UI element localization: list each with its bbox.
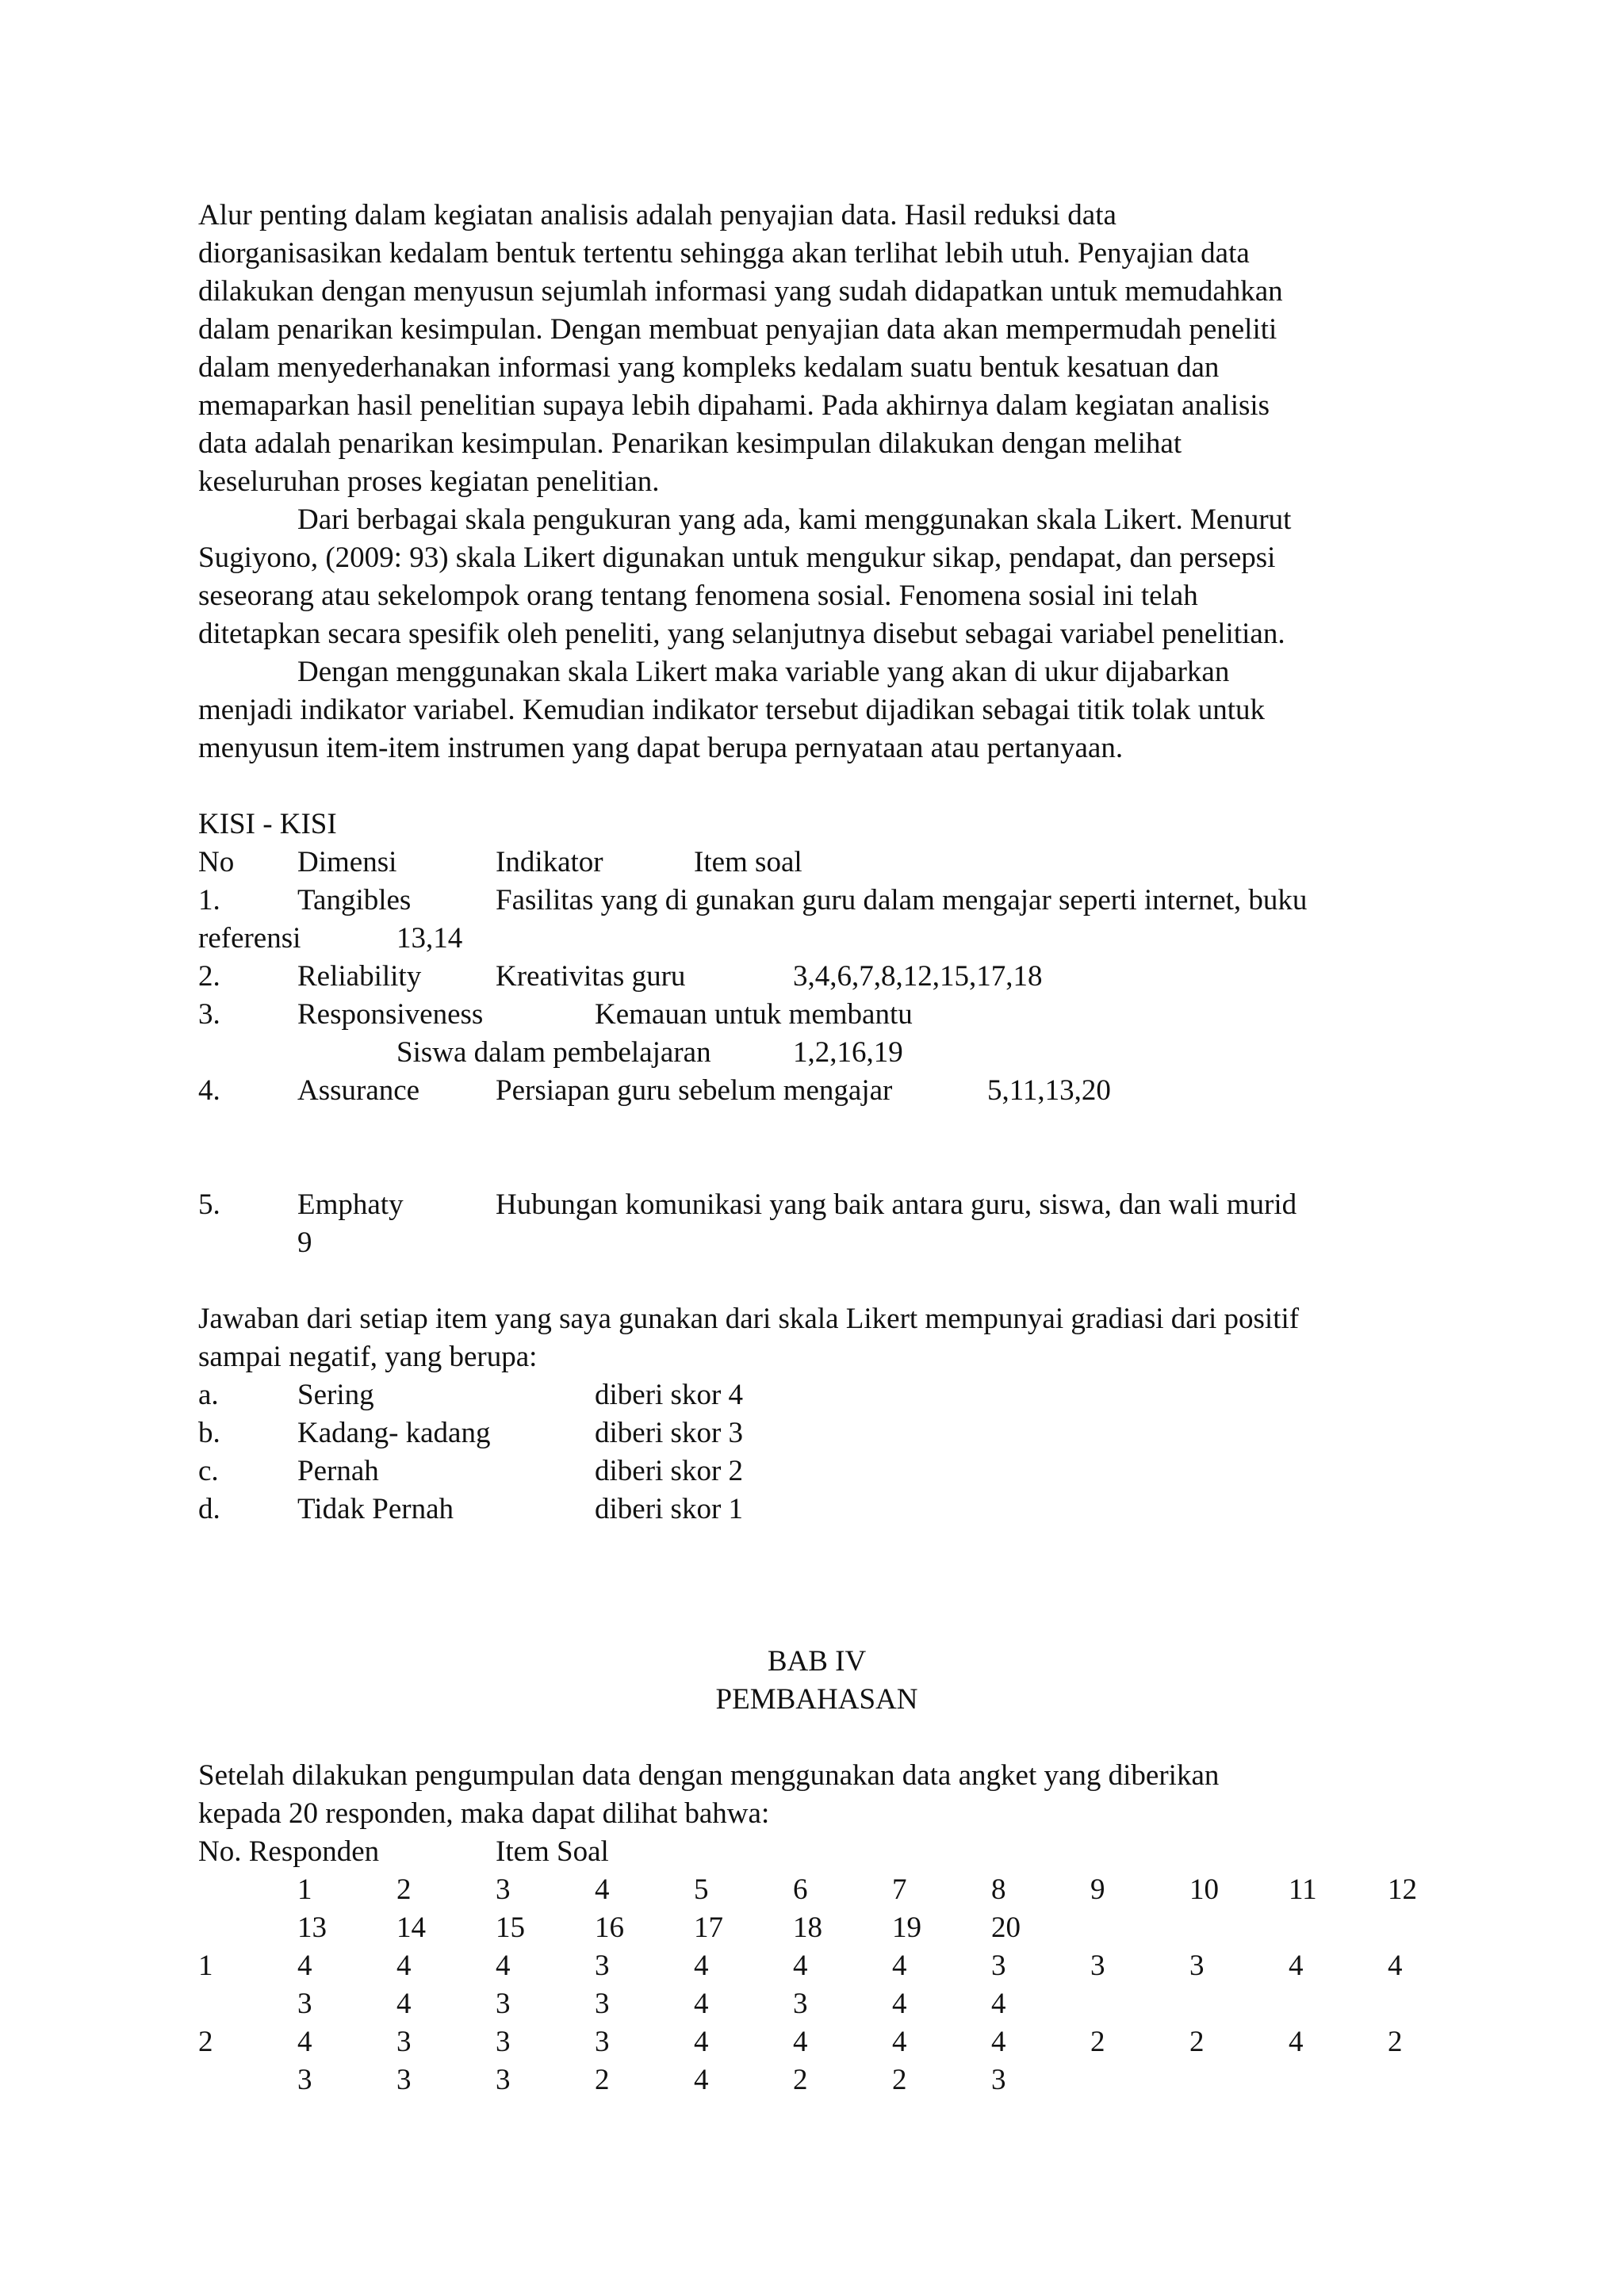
- header-no: No: [198, 846, 235, 878]
- kisi-row: [198, 882, 1435, 920]
- table-cell: 3: [991, 2064, 1006, 2096]
- option-letter: b.: [198, 1417, 220, 1449]
- table-cell: 4: [1388, 1950, 1403, 1982]
- table-cell: 1: [297, 1873, 312, 1906]
- text-line: menyusun item-item instrumen yang dapat berupa pernyataan atau pertanyaan.: [198, 732, 1124, 764]
- likert-option: [198, 1414, 1435, 1452]
- table-cell: 4: [297, 2026, 312, 2058]
- kisi-indikator: Kemauan untuk membantu: [595, 998, 913, 1031]
- table-cell: 2: [892, 2064, 907, 2096]
- header-item-soal: Item Soal: [496, 1835, 609, 1868]
- paragraph-responden: [198, 1757, 1435, 1833]
- paragraph-skala-likert: [198, 501, 1435, 653]
- likert-option: [198, 1452, 1435, 1490]
- text-line: dilakukan dengan menyusun sejumlah informasi yang sudah didapatkan untuk memudahkan: [198, 275, 1283, 308]
- option-letter: a.: [198, 1379, 219, 1411]
- table-cell: 3: [496, 2026, 511, 2058]
- option-label: Kadang- kadang: [297, 1417, 491, 1449]
- header-no-responden: No. Responden: [198, 1835, 380, 1868]
- option-score: diberi skor 3: [595, 1417, 744, 1449]
- table-cell: 4: [991, 2026, 1006, 2058]
- kisi-no: 2.: [198, 960, 220, 993]
- table-cell: 4: [595, 1873, 610, 1906]
- table-cell: 3: [496, 1873, 511, 1906]
- table-cell: 2: [396, 1873, 412, 1906]
- table-cell: 4: [496, 1950, 511, 1982]
- respondent-number: 2: [198, 2026, 213, 2058]
- option-score: diberi skor 4: [595, 1379, 744, 1411]
- respondent-table: [198, 1833, 1435, 2099]
- kisi-no: 1.: [198, 884, 220, 916]
- text-line: seseorang atau sekelompok orang tentang fenomena sosial. Fenomena sosial ini telah: [198, 580, 1198, 612]
- table-cell: 4: [793, 1950, 808, 1982]
- table-cell: 3: [396, 2064, 412, 2096]
- kisi-indikator-cont: Siswa dalam pembelajaran: [396, 1036, 711, 1069]
- table-cell: 4: [892, 1988, 907, 2020]
- likert-option: [198, 1490, 1435, 1529]
- table-row: [198, 2023, 1435, 2061]
- table-cell: 8: [991, 1873, 1006, 1906]
- paragraph-penyajian-data: [198, 197, 1435, 501]
- kisi-kisi-section: [198, 806, 1435, 1262]
- table-cell: 3: [297, 2064, 312, 2096]
- table-cell: 3: [595, 2026, 610, 2058]
- likert-section: [198, 1300, 1435, 1529]
- kisi-no: 5.: [198, 1188, 220, 1221]
- kisi-dimensi: Assurance: [297, 1074, 420, 1107]
- text-line: dalam menyederhanakan informasi yang kompleks kedalam suatu bentuk kesatuan dan: [198, 351, 1220, 384]
- table-cell: 4: [297, 1950, 312, 1982]
- header-item-soal: Item soal: [694, 846, 802, 878]
- table-cell: 3: [595, 1988, 610, 2020]
- kisi-items: 5,11,13,20: [987, 1074, 1111, 1107]
- text-line: Jawaban dari setiap item yang saya gunakan dari skala Likert mempunyai gradiasi dari positif: [198, 1303, 1300, 1335]
- kisi-row: [198, 1186, 1435, 1224]
- kisi-items: 13,14: [396, 922, 463, 955]
- kisi-items: 9: [297, 1226, 312, 1259]
- kisi-indikator-cont: referensi: [198, 922, 301, 955]
- table-cell: 13: [297, 1911, 327, 1944]
- header-dimensi: Dimensi: [297, 846, 397, 878]
- option-letter: c.: [198, 1455, 219, 1487]
- item-numbers-row: [198, 1871, 1435, 1909]
- table-cell: 17: [694, 1911, 723, 1944]
- text-line: dalam penarikan kesimpulan. Dengan membuat penyajian data akan mempermudah peneliti: [198, 313, 1277, 346]
- kisi-items: 1,2,16,19: [793, 1036, 903, 1069]
- kisi-dimensi: Tangibles: [297, 884, 412, 916]
- table-cell: 20: [991, 1911, 1021, 1944]
- text-line: kepada 20 responden, maka dapat dilihat bahwa:: [198, 1797, 770, 1830]
- table-cell: 4: [793, 2026, 808, 2058]
- option-label: Tidak Pernah: [297, 1493, 454, 1525]
- table-cell: 3: [1090, 1950, 1105, 1982]
- option-letter: d.: [198, 1493, 220, 1525]
- table-cell: 4: [694, 2026, 709, 2058]
- table-cell: 19: [892, 1911, 921, 1944]
- table-cell: 2: [793, 2064, 808, 2096]
- table-cell: 3: [1189, 1950, 1205, 1982]
- table-cell: 3: [793, 1988, 808, 2020]
- text-line: diorganisasikan kedalam bentuk tertentu sehingga akan terlihat lebih utuh. Penyajian data: [198, 237, 1250, 270]
- kisi-no: 4.: [198, 1074, 220, 1107]
- table-cell: 14: [396, 1911, 426, 1944]
- respondent-header-row: [198, 1833, 1435, 1871]
- table-cell: 4: [694, 1988, 709, 2020]
- table-row: [198, 1947, 1435, 1985]
- table-cell: 7: [892, 1873, 907, 1906]
- table-cell: 2: [1189, 2026, 1205, 2058]
- table-cell: 4: [396, 1950, 412, 1982]
- text-line: Sugiyono, (2009: 93) skala Likert digunakan untuk mengukur sikap, pendapat, dan persepsi: [198, 541, 1276, 574]
- option-score: diberi skor 1: [595, 1493, 744, 1525]
- table-cell: 4: [396, 1988, 412, 2020]
- table-cell: 4: [1289, 2026, 1304, 2058]
- chapter-heading: [198, 1643, 1435, 1719]
- text-line: menjadi indikator variabel. Kemudian indikator tersebut dijadikan sebagai titik tolak untuk: [198, 694, 1266, 726]
- table-cell: 9: [1090, 1873, 1105, 1906]
- header-indikator: Indikator: [496, 846, 603, 878]
- table-cell: 2: [595, 2064, 610, 2096]
- option-score: diberi skor 2: [595, 1455, 744, 1487]
- table-cell: 5: [694, 1873, 709, 1906]
- table-cell: 3: [297, 1988, 312, 2020]
- table-cell: 12: [1388, 1873, 1417, 1906]
- table-cell: 3: [595, 1950, 610, 1982]
- kisi-dimensi: Emphaty: [297, 1188, 404, 1221]
- likert-option: [198, 1376, 1435, 1414]
- document-body: [198, 197, 1435, 2099]
- text-line: sampai negatif, yang berupa:: [198, 1341, 538, 1373]
- kisi-row: [198, 1072, 1435, 1110]
- kisi-row-continuation: [198, 920, 1435, 958]
- text-line: Alur penting dalam kegiatan analisis adalah penyajian data. Hasil reduksi data: [198, 199, 1116, 232]
- kisi-header-row: [198, 844, 1435, 882]
- option-label: Pernah: [297, 1455, 379, 1487]
- table-cell: 18: [793, 1911, 822, 1944]
- text-line: Setelah dilakukan pengumpulan data dengan menggunakan data angket yang diberikan: [198, 1759, 1220, 1792]
- respondent-number: 1: [198, 1950, 213, 1982]
- text-line: Dengan menggunakan skala Likert maka variable yang akan di ukur dijabarkan: [297, 656, 1230, 688]
- kisi-dimensi: Reliability: [297, 960, 422, 993]
- table-cell: 15: [496, 1911, 525, 1944]
- text-line: ditetapkan secara spesifik oleh peneliti, yang selanjutnya disebut sebagai variabel penelitian.: [198, 618, 1285, 650]
- text-line: keseluruhan proses kegiatan penelitian.: [198, 465, 660, 498]
- item-numbers-row: [198, 1909, 1435, 1947]
- kisi-row-continuation: [198, 1034, 1435, 1072]
- table-cell: 4: [892, 2026, 907, 2058]
- text-line: Dari berbagai skala pengukuran yang ada, kami menggunakan skala Likert. Menurut: [297, 503, 1292, 536]
- table-cell: 6: [793, 1873, 808, 1906]
- kisi-items: 3,4,6,7,8,12,15,17,18: [793, 960, 1043, 993]
- table-cell: 3: [496, 2064, 511, 2096]
- kisi-dimensi: Responsiveness: [297, 998, 484, 1031]
- table-cell: 4: [1289, 1950, 1304, 1982]
- table-cell: 3: [396, 2026, 412, 2058]
- kisi-indikator: Hubungan komunikasi yang baik antara guru, siswa, dan wali murid: [496, 1188, 1297, 1221]
- table-cell: 4: [991, 1988, 1006, 2020]
- kisi-row: [198, 996, 1435, 1034]
- table-cell: 4: [694, 1950, 709, 1982]
- table-cell: 4: [892, 1950, 907, 1982]
- table-cell: 10: [1189, 1873, 1219, 1906]
- text-line: data adalah penarikan kesimpulan. Penarikan kesimpulan dilakukan dengan melihat: [198, 427, 1182, 460]
- chapter-title: PEMBAHASAN: [715, 1683, 918, 1716]
- kisi-indikator: Fasilitas yang di gunakan guru dalam mengajar seperti internet, buku: [496, 884, 1308, 916]
- table-cell: 3: [991, 1950, 1006, 1982]
- table-cell: 11: [1289, 1873, 1317, 1906]
- chapter-number: BAB IV: [767, 1645, 867, 1678]
- table-cell: 4: [694, 2064, 709, 2096]
- table-row-continuation: [198, 2061, 1435, 2099]
- text-line: memaparkan hasil penelitian supaya lebih dipahami. Pada akhirnya dalam kegiatan analisis: [198, 389, 1270, 422]
- kisi-title: KISI - KISI: [198, 808, 337, 840]
- table-cell: 3: [496, 1988, 511, 2020]
- table-row-continuation: [198, 1985, 1435, 2023]
- table-cell: 2: [1090, 2026, 1105, 2058]
- kisi-indikator: Kreativitas guru: [496, 960, 686, 993]
- table-cell: 2: [1388, 2026, 1403, 2058]
- respondent-rows: [198, 1947, 1435, 2099]
- table-cell: 16: [595, 1911, 624, 1944]
- paragraph-indikator: [198, 653, 1435, 767]
- kisi-row-continuation: [198, 1224, 1435, 1262]
- option-label: Sering: [297, 1379, 374, 1411]
- kisi-row: [198, 958, 1435, 996]
- kisi-indikator: Persiapan guru sebelum mengajar: [496, 1074, 893, 1107]
- kisi-no: 3.: [198, 998, 220, 1031]
